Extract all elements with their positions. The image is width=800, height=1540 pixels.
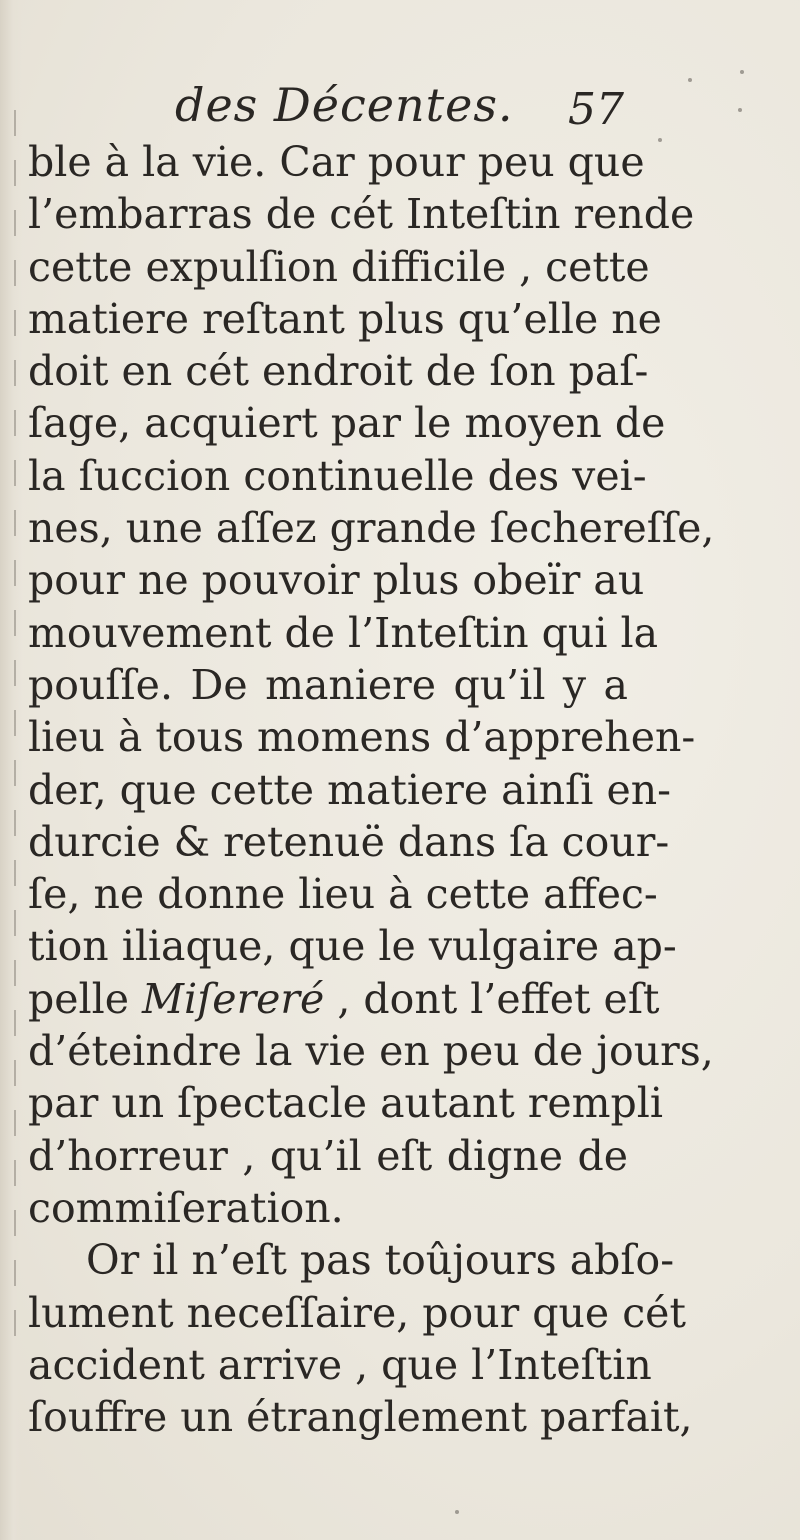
page-header	[0, 70, 800, 140]
text-line: l’embarras de cét Inteſtin rende	[28, 190, 695, 239]
text-line: lument neceſſaire, pour que cét	[28, 1288, 686, 1337]
text-line: pouſſe. De maniere qu’il y a	[28, 660, 628, 709]
page-number: 57	[568, 84, 624, 135]
text-segment: pelle	[28, 974, 143, 1023]
paper-speck	[688, 78, 692, 82]
text-segment: , dont l’effet eſt	[324, 974, 660, 1023]
body-text	[28, 136, 715, 1443]
text-line: ſage, acquiert par le moyen de	[28, 399, 666, 448]
binding-gutter	[0, 0, 22, 1540]
text-line: lieu à tous momens d’apprehen-	[28, 713, 696, 762]
text-line: mouvement de l’Inteſtin qui la	[28, 608, 659, 657]
paragraph-end-line: commiſeration.	[28, 1183, 344, 1232]
paragraph-start-line: Or il n’eſt pas toûjours abſo-	[86, 1236, 675, 1285]
paper-speck	[740, 70, 744, 74]
italic-term: Miſereré	[142, 974, 325, 1023]
text-line: ſouffre un étranglement parfait,	[28, 1393, 693, 1442]
running-head: des Décentes.	[175, 78, 514, 132]
gutter-shadow	[14, 110, 16, 1350]
text-line: d’horreur , qu’il eſt digne de	[28, 1131, 628, 1180]
text-line: matiere reſtant plus qu’elle ne	[28, 294, 662, 343]
text-line: pour ne pouvoir plus obeïr au	[28, 556, 645, 605]
text-line: d’éteindre la vie en peu de jours,	[28, 1027, 714, 1076]
text-line: nes, une aſſez grande ſechereſſe,	[28, 504, 715, 553]
paper-speck	[455, 1510, 459, 1514]
text-line: durcie & retenuë dans ſa cour-	[28, 817, 670, 866]
text-line: par un ſpectacle autant rempli	[28, 1079, 663, 1128]
text-line: la ſuccion continuelle des vei-	[28, 451, 647, 500]
text-line-with-italic	[28, 973, 660, 1025]
text-line: doit en cét endroit de ſon paſ-	[28, 347, 649, 396]
text-line: tion iliaque, que le vulgaire ap-	[28, 922, 677, 971]
text-line: accident arrive , que l’Inteſtin	[28, 1340, 652, 1389]
text-line: ble à la vie. Car pour peu que	[28, 138, 645, 186]
text-line: ſe, ne donne lieu à cette affec-	[28, 870, 658, 919]
text-line: cette expulſion difficile , cette	[28, 242, 650, 291]
paper-speck	[738, 108, 742, 112]
text-line: der, que cette matiere ainſi en-	[28, 765, 671, 814]
paper-speck	[658, 138, 662, 142]
